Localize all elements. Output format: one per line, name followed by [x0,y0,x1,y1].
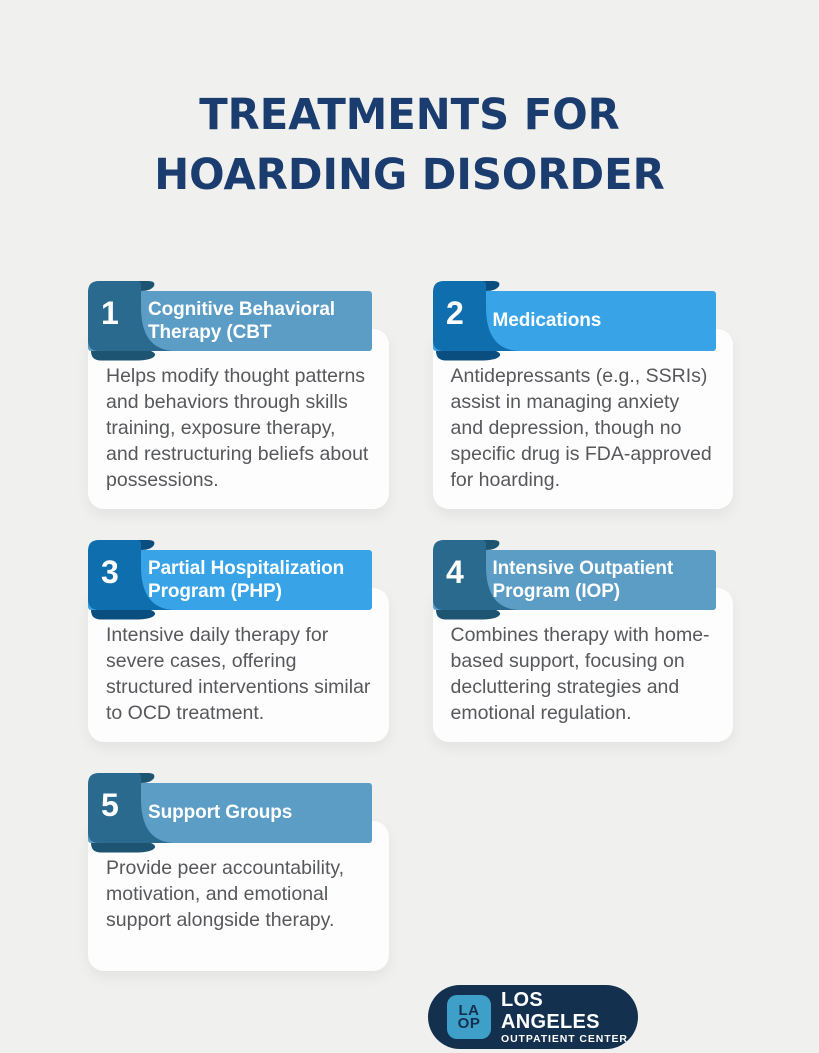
card-description: Antidepressants (e.g., SSRIs) assist in managing anxiety and depression, though no specific drug is FDA-approved for hoarding. [450,364,712,491]
number-ribbon-icon [433,540,533,620]
treatment-card-iop [433,540,734,742]
card-description: Provide peer accountability, motivation, and emotional support alongside therapy. [106,856,345,931]
card-number: 1 [101,294,119,331]
card-header [433,281,734,351]
logo-text [501,989,638,1045]
page-title [0,29,819,205]
number-ribbon-icon [88,281,188,361]
card-title-line2: Program (IOP) [492,580,620,602]
laop-monogram-icon [447,995,491,1039]
card-description: Combines therapy with home-based support, focusing on decluttering strategies and emotional regulation. [450,623,710,724]
card-number: 5 [101,786,119,823]
treatment-cards-grid [88,281,733,971]
number-ribbon-icon [88,540,188,620]
page-title-line2: HOARDING DISORDER [154,149,665,200]
card-number: 3 [101,553,119,590]
treatment-card-support-groups [88,773,389,971]
card-title-line1: Intensive Outpatient [492,557,674,579]
card-number: 4 [445,553,464,590]
card-number: 2 [445,294,464,331]
treatment-card-medications [433,281,734,509]
monogram-line2: OP [457,1014,481,1032]
card-description: Helps modify thought patterns and behaviors through skills training, exposure therapy, and restructuring beliefs about possessions. [106,364,369,491]
card-title-line1: Cognitive Behavioral [148,298,335,320]
number-ribbon-icon [88,773,188,853]
card-header [88,773,389,843]
card-title-line2: Program (PHP) [148,580,282,602]
card-title-line1: Partial Hospitalization [148,557,345,579]
card-description: Intensive daily therapy for severe cases, offering structured interventions similar to OCD treatment. [106,623,371,724]
card-title-line1: Support Groups [148,802,293,824]
card-header [433,540,734,610]
treatment-card-cbt [88,281,389,509]
card-title-line2: Therapy (CBT [148,321,272,343]
card-header [88,281,389,351]
logo-subtitle: OUTPATIENT CENTER [501,1032,628,1045]
treatment-card-php [88,540,389,742]
page-title-line1: TREATMENTS FOR [199,89,620,140]
footer [428,985,819,1049]
laop-logo-badge[interactable] [428,985,638,1049]
number-ribbon-icon [433,281,533,361]
card-title-line1: Medications [492,310,602,332]
monogram-line1: LA [458,1001,480,1019]
logo-name: LOS ANGELES [501,988,600,1033]
card-header [88,540,389,610]
